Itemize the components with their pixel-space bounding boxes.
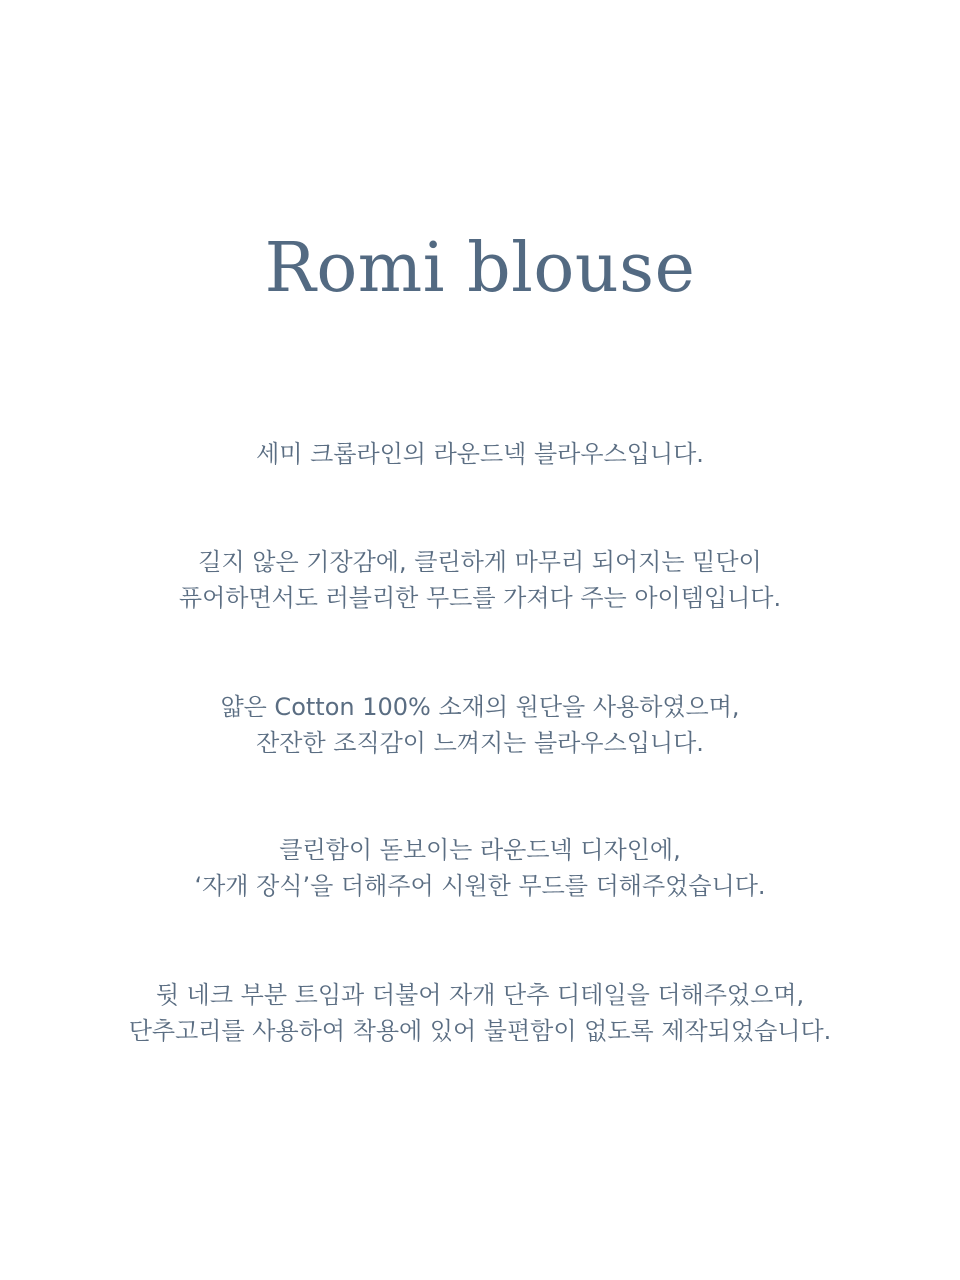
description-paragraph-1 [40,436,920,472]
description-paragraph-4 [40,832,920,904]
product-title: Romi blouse [264,229,696,308]
description-paragraph-3 [40,689,920,761]
description-line: 단추고리를 사용하여 착용에 있어 불편함이 없도록 제작되었습니다. [128,1017,832,1045]
description-line: 뒷 네크 부분 트임과 더불어 자개 단추 디테일을 더해주었으며, [155,981,805,1009]
description-paragraph-2 [40,544,920,616]
description-line: 퓨어하면서도 러블리한 무드를 가져다 주는 아이템입니다. [178,584,782,612]
description-paragraph-5 [40,977,920,1049]
description-line: 얇은 Cotton 100% 소재의 원단을 사용하였으며, [220,693,740,721]
description-line: 세미 크롭라인의 라운드넥 블라우스입니다. [256,440,704,468]
description-line: ‘자개 장식’을 더해주어 시원한 무드를 더해주었습니다. [194,872,766,900]
description-line: 길지 않은 기장감에, 클린하게 마무리 되어지는 밑단이 [198,548,762,576]
description-line: 잔잔한 조직감이 느껴지는 블라우스입니다. [256,729,704,757]
description-line: 클린함이 돋보이는 라운드넥 디자인에, [279,836,681,864]
